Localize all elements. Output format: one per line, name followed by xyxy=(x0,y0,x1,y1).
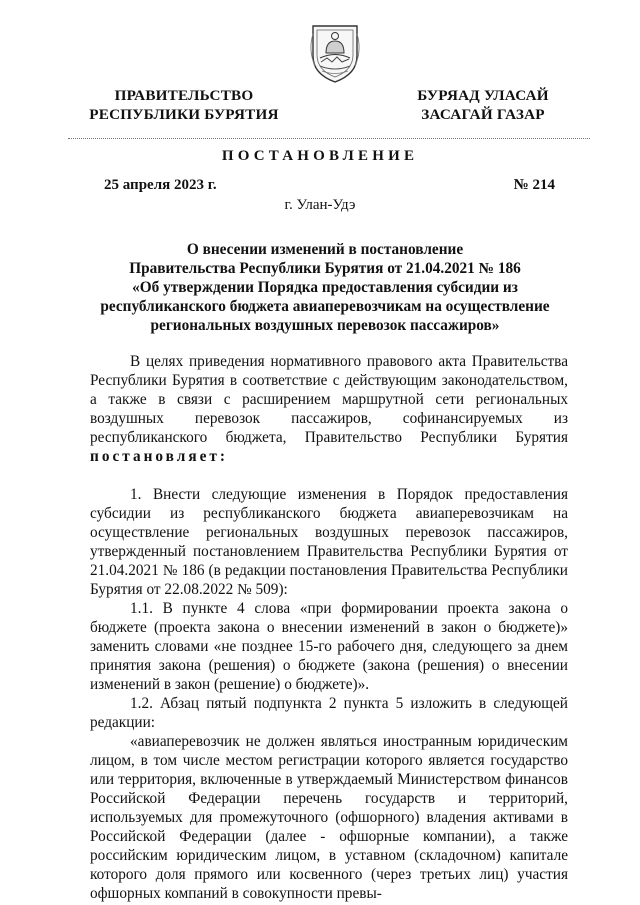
title-line2: Правительства Республики Бурятия от 21.04.2021 № 186 xyxy=(129,260,521,277)
document-date: 25 апреля 2023 г. xyxy=(104,177,217,193)
title-line5: региональных воздушных перевозок пассажиров» xyxy=(150,317,500,334)
org-ru-line2: РЕСПУБЛИКИ БУРЯТИЯ xyxy=(89,106,279,123)
republic-emblem-icon xyxy=(307,20,363,84)
preamble-text: В целях приведения нормативного правового акта Правительства Республики Бурятия в соответствие с действующим законодательством, а также в связи с расширением маршрутной сети региональных воздушных перевозок пассажиров, софинансируемых из республиканского бюджета, Правительство Республики Бурятия xyxy=(90,353,568,446)
government-name-russian xyxy=(78,86,290,124)
org-ru-line1: ПРАВИТЕЛЬСТВО xyxy=(114,87,254,104)
paragraph-item-1-1: 1.1. В пункте 4 слова «при формировании проекта закона о бюджете (проекта закона о внесении изменений в закон о бюджете)» заменить словами «не позднее 15-го рабочего дня, следующего за днем принятия закона (решения) о бюджете (закона (решения) о внесении изменений в закон (решение) о бюджете)». xyxy=(90,600,568,693)
title-line4: республиканского бюджета авиаперевозчикам на осуществление xyxy=(100,298,550,315)
paragraph-quote: «авиаперевозчик не должен являться иностранным юридическим лицом, в том числе местом регистрации которого является государство или территория, включенные в утверждаемый Министерством финансов Российской Федерации перечень государств и территорий, используемых для промежуточного (офшорного) владения активами в Российской Федерации (далее - офшорные компании), а также российским юридическим лицом, в уставном (складочном) капитале которого доля прямого или косвенного (через третьих лиц) участия офшорных компаний в совокупности превы- xyxy=(90,733,568,902)
paragraph-item-1-2: 1.2. Абзац пятый подпункта 2 пункта 5 изложить в следующей редакции: xyxy=(90,695,568,731)
title-line1: О внесении изменений в постановление xyxy=(186,241,464,258)
title-line3: «Об утверждении Порядка предоставления субсидии из xyxy=(132,279,518,296)
government-name-buryat xyxy=(388,86,578,124)
org-bua-line2: ЗАСАГАЙ ГАЗАР xyxy=(421,106,545,123)
document-city: г. Улан-Удэ xyxy=(284,197,356,213)
document-number: № 214 xyxy=(513,177,555,193)
preamble-paragraph xyxy=(90,352,568,466)
paragraph-item-1: 1. Внести следующие изменения в Порядок предоставления субсидии из республиканского бюджета авиаперевозчикам на осуществление региональных воздушных перевозок пассажиров, утвержденный постановлением Правительства Республики Бурятия от 21.04.2021 № 186 (в редакции постановления Правительства Республики Бурятия от 22.08.2022 № 509): xyxy=(90,486,568,598)
document-title xyxy=(100,240,550,335)
document-type: ПОСТАНОВЛЕНИЕ xyxy=(221,148,419,164)
org-bua-line1: БУРЯАД УЛАСАЙ xyxy=(417,87,549,104)
header-divider xyxy=(68,138,590,139)
document-body xyxy=(90,352,568,903)
resolves-word: постановляет: xyxy=(90,448,228,465)
